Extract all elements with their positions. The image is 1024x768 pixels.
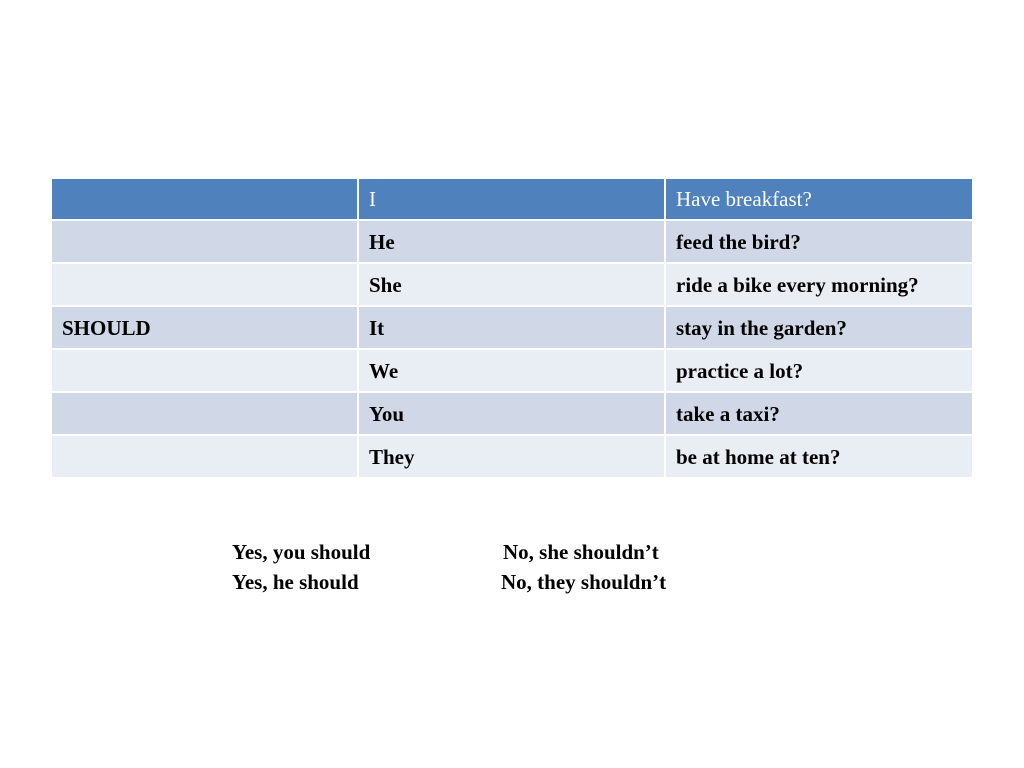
table-cell-action: practice a lot? (665, 349, 972, 392)
table-cell-subject: We (358, 349, 665, 392)
table-cell-action: Have breakfast? (665, 179, 972, 220)
table-cell-modal (52, 349, 358, 392)
negative-answer: No, they shouldn’t (501, 570, 667, 594)
table-row (52, 306, 972, 349)
affirmative-answer: Yes, he should (232, 570, 359, 594)
table-cell-action: stay in the garden? (665, 306, 972, 349)
table-cell-subject: I (358, 179, 665, 220)
table-cell-action: take a taxi? (665, 392, 972, 435)
negative-answer: No, she shouldn’t (503, 540, 659, 564)
table-cell-subject: You (358, 392, 665, 435)
table-header-row (52, 179, 972, 220)
table-cell-action: ride a bike every morning? (665, 263, 972, 306)
table-cell-modal: SHOULD (52, 306, 358, 349)
table-cell-action: be at home at ten? (665, 435, 972, 478)
table-cell-modal (52, 435, 358, 478)
table-cell-modal (52, 179, 358, 220)
table-cell-action: feed the bird? (665, 220, 972, 263)
table-cell-subject: It (358, 306, 665, 349)
table-row (52, 220, 972, 263)
table-row (52, 263, 972, 306)
table-cell-subject: They (358, 435, 665, 478)
table-cell-subject: She (358, 263, 665, 306)
table-row (52, 349, 972, 392)
affirmative-answer: Yes, you should (232, 540, 371, 564)
table-cell-subject: He (358, 220, 665, 263)
table-cell-modal (52, 263, 358, 306)
table-cell-modal (52, 220, 358, 263)
should-question-table (52, 179, 972, 479)
table-row (52, 392, 972, 435)
table-row (52, 435, 972, 478)
table-cell-modal (52, 392, 358, 435)
